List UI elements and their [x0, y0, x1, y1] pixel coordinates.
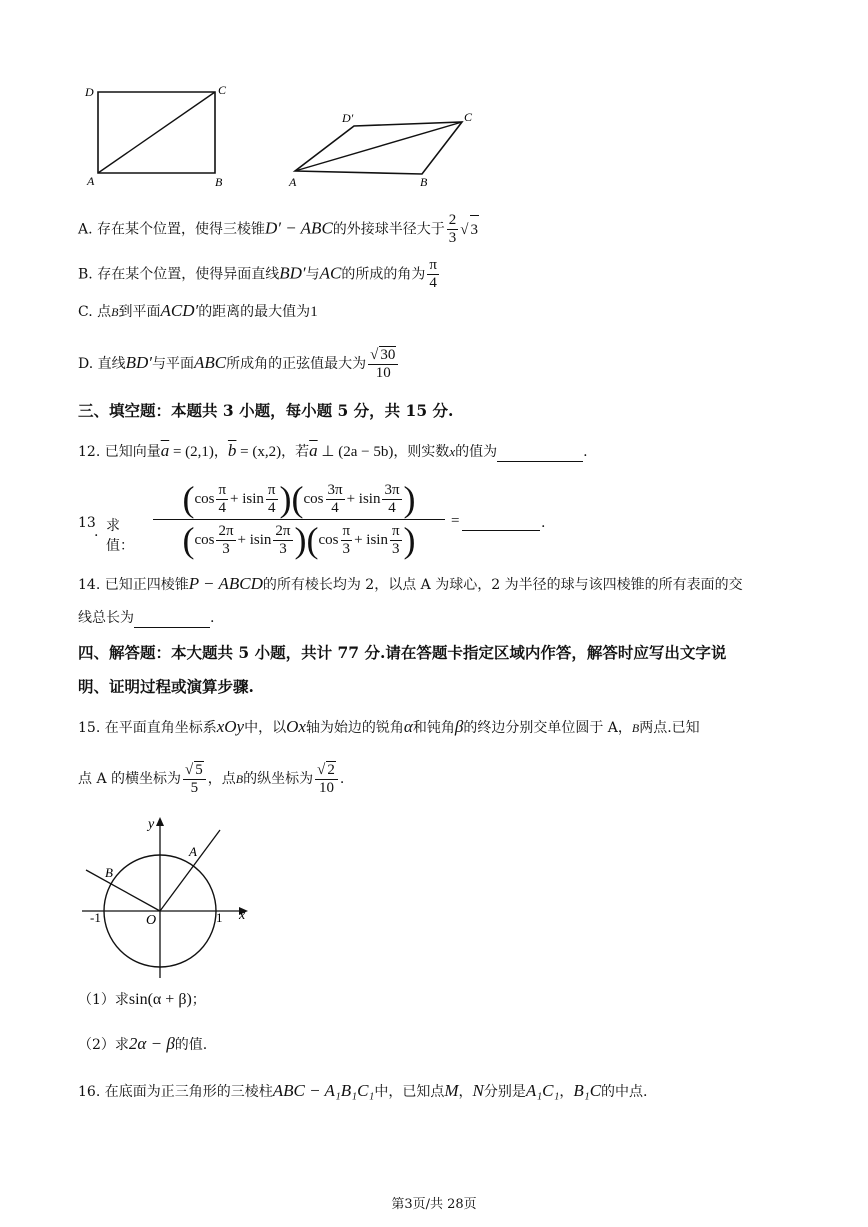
answer-blank[interactable] [134, 611, 210, 628]
option-c: C. 点B到平面ACD′的距离的最大值为1 [78, 301, 318, 320]
fraction: $\frac{√ 2}{10}$ [315, 761, 338, 797]
question-14-line2: 线总长为 . [78, 610, 215, 626]
vertex-label: D [85, 85, 94, 99]
question-14-line1: 14. 已知正四棱锥P − ABCD的所有棱长均为 2，以点 A 为球心，2 为半径的球与该四棱锥的所有表面的交 [78, 574, 743, 593]
fraction-denominator: ( cos $\frac{2\pi}{3}$ + isin $\frac{2\pi}{3}$ ) ( cos $\frac{\pi}{3}$ + isin $\frac{\pi}{3}$ ) [182, 520, 416, 560]
vertex-label: A [289, 175, 297, 189]
section-heading-fill-in: 三、填空题：本题共 3 小题，每小题 5 分，共 15 分. [78, 401, 454, 420]
section-heading-solve: 四、解答题：本大题共 5 小题，共计 77 分.请在答题卡指定区域内作答，解答时应写出文字说 [78, 643, 727, 662]
figure-rectangle-abcd [82, 78, 242, 193]
page-footer: 第3页/共 28页 [391, 1197, 477, 1212]
point-label: A [189, 844, 197, 859]
fraction: $\frac{2}{3}$ [448, 212, 457, 246]
section-heading-solve-cont: 明、证明过程或演算步骤. [78, 677, 254, 696]
tick-label: 1 [216, 910, 223, 925]
figure-unit-circle [76, 812, 256, 982]
question-15-line2: 点 A 的横坐标为 $\frac{√ 5}{5}$ ，点B的纵坐标为 $\frac{√ 2}{10}$ . [78, 762, 345, 796]
option-d: D. 直线BD′与平面ABC所成角的正弦值最大为 $\frac{√ 30}{10}$ [78, 346, 400, 382]
question-15-part2: （2）求2α − β的值. [78, 1034, 208, 1053]
origin-label: O [146, 913, 157, 928]
answer-blank[interactable] [497, 445, 583, 462]
option-b: B. 存在某个位置，使得异面直线BD′与AC的所成的角为 $\frac{\pi}{4}$ [78, 257, 437, 291]
figure-folded-quad [282, 105, 482, 193]
tick-label: -1 [90, 910, 101, 925]
fraction-numerator: ( cos $\frac{\pi}{4}$ + isin $\frac{\pi}{4}$ ) ( cos $\frac{3\pi}{4}$ + isin $\frac{3\pi}{4}$ ) [182, 479, 416, 519]
fraction: $\frac{√ 5}{5}$ [183, 761, 206, 797]
vertex-label: C [464, 110, 473, 124]
axis-label: y [148, 817, 155, 832]
question-12: 12. 已知向量$\overline{a} = (2,1)$，$\overline{b} = (x,2)$，若$\overline{a}$ ⊥ (2a − 5b)，则实数x的值为 . [78, 441, 588, 460]
fraction: $\frac{\pi}{4}$ [429, 257, 437, 291]
vertex-label: C [218, 83, 227, 97]
question-16: 16. 在底面为正三角形的三棱柱ABC − A₁B₁C₁中，已知点M，N分别是A₁C₁，B₁C的中点. [78, 1081, 648, 1100]
point-label: B [105, 865, 113, 880]
answer-blank[interactable] [462, 514, 540, 531]
axis-label: x [239, 908, 246, 923]
fraction: $\frac{√ 30}{10}$ [368, 346, 398, 382]
vertex-label: B [420, 175, 428, 189]
question-15-part1: （1）求sin(α + β)； [78, 991, 206, 1008]
vertex-label: D′ [342, 111, 354, 125]
vertex-label: B [215, 175, 223, 189]
option-a: A. 存在某个位置，使得三棱锥D′ − ABC的外接球半径大于 $\frac{2}{3}$ √ 3 [78, 212, 479, 246]
vertex-label: A [87, 174, 95, 188]
question-15-line1: 15. 在平面直角坐标系xOy中，以Ox轴为始边的锐角α和钝角β的终边分别交单位圆于 A，B两点.已知 [78, 717, 700, 736]
